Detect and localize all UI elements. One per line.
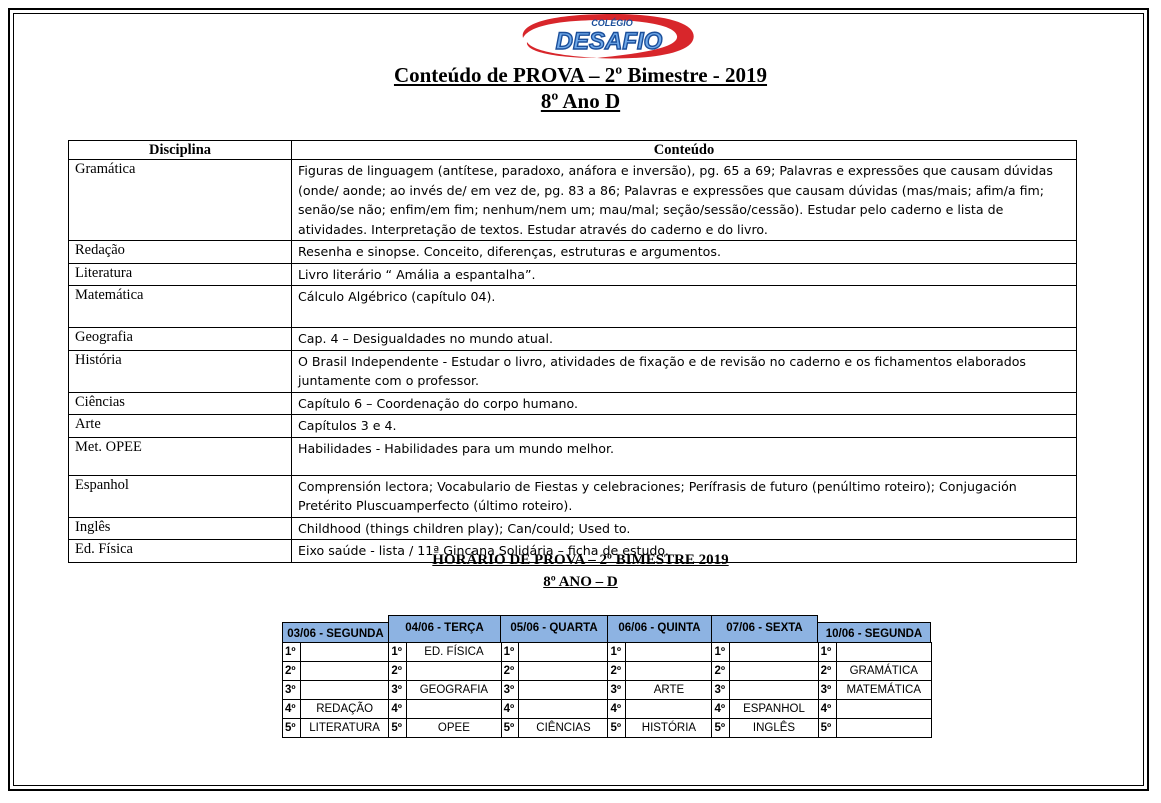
schedule-title: HORÁRIO DE PROVA – 2º BIMESTRE 2019 (432, 552, 729, 568)
exam-subject-cell (626, 700, 712, 719)
schedule-row (283, 643, 932, 662)
period-number: 4º (608, 700, 626, 719)
logo-small-text: COLÉGIO (591, 18, 633, 28)
exam-subject-cell (730, 662, 818, 681)
day-label: 04/06 - TERÇA (405, 622, 484, 634)
table-row (69, 350, 1077, 392)
discipline-cell: Arte (69, 415, 292, 438)
period-number: 4º (283, 700, 301, 719)
exam-subject-cell: REDAÇÃO (300, 700, 389, 719)
period-number: 3º (818, 681, 836, 700)
discipline-cell: Espanhol (69, 475, 292, 517)
period-number: 2º (283, 662, 301, 681)
exam-subject-cell (519, 662, 608, 681)
day-header (500, 615, 608, 643)
day-label: 05/06 - QUARTA (510, 622, 598, 634)
period-number: 1º (501, 643, 519, 662)
day-label: 06/06 - QUINTA (618, 622, 701, 634)
period-number: 1º (608, 643, 626, 662)
day-header (711, 615, 818, 643)
discipline-cell: Met. OPEE (69, 437, 292, 475)
content-table-header (69, 141, 1077, 160)
schedule-grid (282, 642, 932, 738)
table-row (69, 328, 1077, 351)
period-number: 2º (389, 662, 407, 681)
period-number: 2º (818, 662, 836, 681)
period-number: 4º (818, 700, 836, 719)
table-row (69, 475, 1077, 517)
class-title: 8º Ano D (540, 89, 621, 113)
header-discipline: Disciplina (69, 141, 292, 160)
content-cell: Cálculo Algébrico (capítulo 04). (292, 286, 1077, 328)
header-content: Conteúdo (292, 141, 1077, 160)
exam-subject-cell (300, 643, 389, 662)
table-row (69, 437, 1077, 475)
page-title: Conteúdo de PROVA – 2º Bimestre - 2019 (393, 63, 768, 87)
content-cell: Livro literário “ Amália a espantalha”. (292, 263, 1077, 286)
table-row (69, 517, 1077, 540)
exam-subject-cell (836, 643, 932, 662)
content-cell: Eixo saúde - lista / 11ª Gincana Solidária – ficha de estudo. (292, 540, 1077, 563)
exam-subject-cell: HISTÓRIA (626, 719, 712, 738)
exam-subject-cell: ARTE (626, 681, 712, 700)
day-header (388, 615, 501, 643)
discipline-cell: Ed. Física (69, 540, 292, 563)
discipline-cell: Gramática (69, 160, 292, 241)
schedule-row (283, 662, 932, 681)
day-header (817, 622, 931, 643)
period-number: 4º (389, 700, 407, 719)
exam-subject-cell (519, 643, 608, 662)
schedule-class: 8º ANO – D (543, 574, 618, 590)
content-cell: O Brasil Independente - Estudar o livro, atividades de fixação e de revisão no caderno e os fichamentos elaborados juntamente com o professor. (292, 350, 1077, 392)
exam-subject-cell (407, 700, 501, 719)
exam-subject-cell (300, 662, 389, 681)
content-cell: Cap. 4 – Desigualdades no mundo atual. (292, 328, 1077, 351)
period-number: 5º (501, 719, 519, 738)
content-cell: Comprensión lectora; Vocabulario de Fiestas y celebraciones; Perífrasis de futuro (penúltimo roteiro); Conjugación Pretérito Pluscuamperfecto (último roteiro). (292, 475, 1077, 517)
schedule-row (283, 681, 932, 700)
exam-subject-cell (730, 681, 818, 700)
table-row (69, 392, 1077, 415)
period-number: 5º (283, 719, 301, 738)
discipline-cell: Ciências (69, 392, 292, 415)
exam-subject-cell: LITERATURA (300, 719, 389, 738)
discipline-cell: História (69, 350, 292, 392)
schedule-row (283, 719, 932, 738)
period-number: 1º (818, 643, 836, 662)
exam-subject-cell: CIÊNCIAS (519, 719, 608, 738)
period-number: 2º (501, 662, 519, 681)
schedule-table (282, 615, 932, 741)
exam-subject-cell: ESPANHOL (730, 700, 818, 719)
discipline-cell: Matemática (69, 286, 292, 328)
period-number: 4º (501, 700, 519, 719)
discipline-cell: Geografia (69, 328, 292, 351)
discipline-cell: Literatura (69, 263, 292, 286)
exam-subject-cell (519, 681, 608, 700)
discipline-cell: Redação (69, 241, 292, 264)
period-number: 3º (608, 681, 626, 700)
exam-subject-cell (730, 643, 818, 662)
exam-subject-cell (519, 700, 608, 719)
table-row (69, 286, 1077, 328)
school-logo (517, 12, 697, 60)
exam-subject-cell (626, 643, 712, 662)
period-number: 5º (712, 719, 730, 738)
day-label: 07/06 - SEXTA (726, 622, 803, 634)
period-number: 2º (712, 662, 730, 681)
logo-big-text: DESAFIO (555, 28, 663, 55)
exam-subject-cell: GRAMÁTICA (836, 662, 932, 681)
period-number: 5º (608, 719, 626, 738)
day-label: 03/06 - SEGUNDA (287, 628, 384, 640)
exam-subject-cell (626, 662, 712, 681)
content-table (68, 140, 1077, 563)
exam-subject-cell: MATEMÁTICA (836, 681, 932, 700)
exam-subject-cell: INGLÊS (730, 719, 818, 738)
period-number: 5º (389, 719, 407, 738)
content-cell: Figuras de linguagem (antítese, paradoxo, anáfora e inversão), pg. 65 a 69; Palavras e expressões que causam dúvidas (onde/ aonde; ao invés de/ em vez de, pg. 83 a 86; Palavras e expressões que causam dúvidas (mas/mais; afim/a fim; senão/se não; enfim/em fim; nenhum/nem um; mau/mal; seção/sessão/cessão). Estudar pelo caderno e lista de atividades. Interpretação de textos. Estudar através do caderno e do livro. (292, 160, 1077, 241)
exam-subject-cell: ED. FÍSICA (407, 643, 501, 662)
period-number: 1º (712, 643, 730, 662)
period-number: 3º (712, 681, 730, 700)
exam-subject-cell: OPEE (407, 719, 501, 738)
day-label: 10/06 - SEGUNDA (825, 628, 923, 640)
table-row (69, 160, 1077, 241)
day-header (607, 615, 712, 643)
period-number: 5º (818, 719, 836, 738)
period-number: 2º (608, 662, 626, 681)
period-number: 1º (389, 643, 407, 662)
day-header (282, 622, 389, 643)
table-row (69, 241, 1077, 264)
content-cell: Resenha e sinopse. Conceito, diferenças, estruturas e argumentos. (292, 241, 1077, 264)
content-cell: Capítulos 3 e 4. (292, 415, 1077, 438)
period-number: 3º (389, 681, 407, 700)
period-number: 1º (283, 643, 301, 662)
content-cell: Childhood (things children play); Can/could; Used to. (292, 517, 1077, 540)
exam-subject-cell (407, 662, 501, 681)
period-number: 3º (501, 681, 519, 700)
exam-subject-cell (836, 719, 932, 738)
period-number: 4º (712, 700, 730, 719)
exam-subject-cell (300, 681, 389, 700)
content-cell: Habilidades - Habilidades para um mundo melhor. (292, 437, 1077, 475)
period-number: 3º (283, 681, 301, 700)
exam-subject-cell: GEOGRAFIA (407, 681, 501, 700)
table-row (69, 263, 1077, 286)
schedule-row (283, 700, 932, 719)
table-row (69, 415, 1077, 438)
exam-subject-cell (836, 700, 932, 719)
discipline-cell: Inglês (69, 517, 292, 540)
content-cell: Capítulo 6 – Coordenação do corpo humano. (292, 392, 1077, 415)
